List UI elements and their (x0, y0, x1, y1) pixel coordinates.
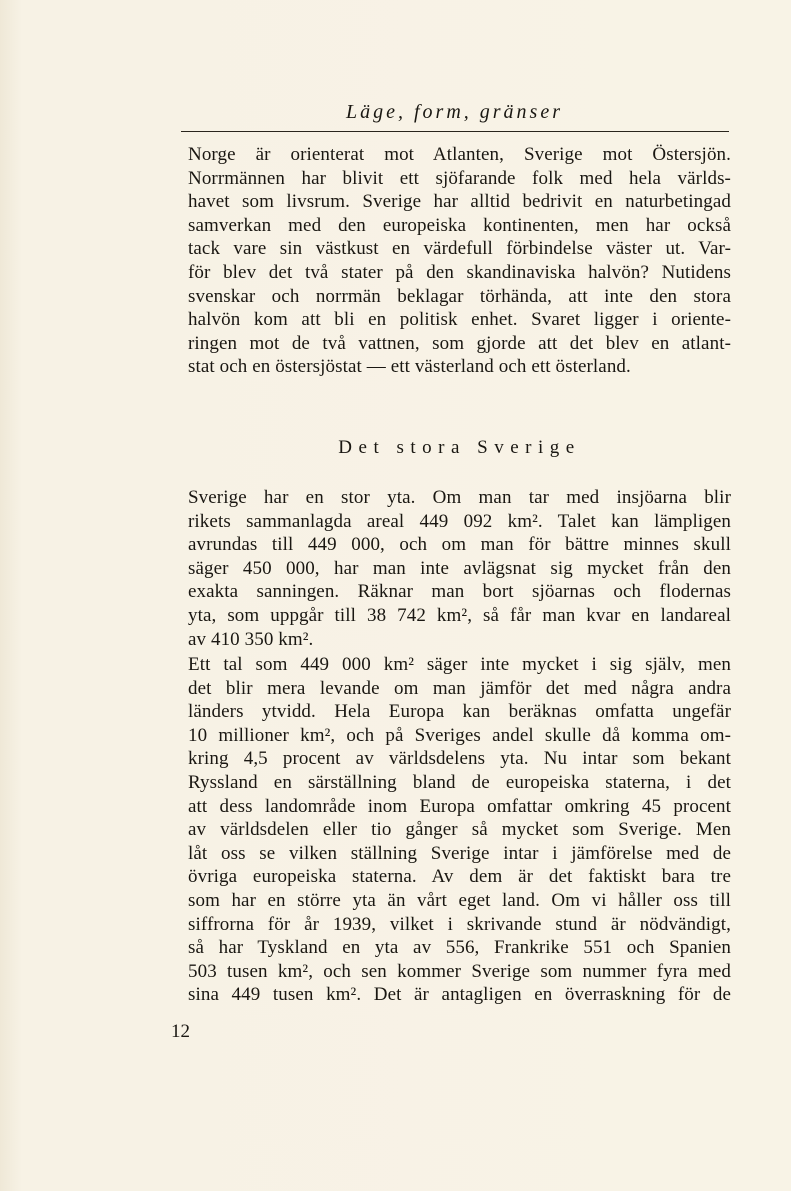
text-line: rikets sammanlagda areal 449 092 km². Talet kan lämpligen (188, 510, 731, 532)
section-heading: Det stora Sverige (338, 437, 581, 458)
text-line: övriga europeiska staterna. Av dem är det faktiskt bara tre (188, 866, 731, 888)
text-line: kring 4,5 procent av världsdelens yta. Nu intar som bekant (188, 748, 731, 770)
text-line: Sverige har en stor yta. Om man tar med insjöarna blir (188, 487, 731, 508)
text-line: 503 tusen km², och sen kommer Sverige som nummer fyra med (188, 960, 731, 982)
text-line: ringen mot de två vattnen, som gjorde att det blev en atlant- (188, 332, 731, 354)
text-line: 10 millioner km², och på Sveriges andel skulle då komma om- (188, 724, 731, 746)
text-line: Norge är orienterat mot Atlanten, Sverige mot Östersjön. (188, 144, 731, 165)
paragraph-area (188, 486, 731, 651)
text-line: stat och en östersjöstat — ett västerland och ett österland. (188, 356, 631, 378)
text-line: av 410 350 km². (188, 628, 314, 650)
text-line: av världsdelen eller tio gånger så mycket som Sverige. Men (188, 819, 731, 841)
text-line: havet som livsrum. Sverige har alltid bedrivit en naturbetingad (188, 191, 731, 213)
running-head: Läge, form, gränser (345, 101, 563, 123)
text-line: svenskar och norrmän beklagar törhända, att inte den stora (188, 285, 731, 307)
header-rule (181, 131, 729, 132)
text-line: samverkan med den europeiska kontinenten, men har också (188, 214, 731, 236)
text-line: tack vare sin västkust en värdefull förbindelse väster ut. Var- (188, 238, 731, 260)
text-line: Norrmännen har blivit ett sjöfarande folk med hela världs- (188, 167, 731, 189)
text-line: Ryssland en särställning bland de europeiska staterna, i det (188, 771, 731, 793)
text-line: avrundas till 449 000, och om man för bättre minnes skull (188, 534, 731, 556)
text-line: att dess landområde inom Europa omfattar omkring 45 procent (188, 795, 731, 817)
page-number: 12 (171, 1021, 190, 1042)
text-line: låt oss se vilken ställning Sverige intar i jämförelse med de (188, 842, 731, 864)
text-line: Ett tal som 449 000 km² säger inte mycket i sig själv, men (188, 654, 731, 675)
text-line: halvön kom att bli en politisk enhet. Svaret ligger i oriente- (188, 309, 731, 331)
paragraph-comparison (188, 653, 731, 1007)
text-line: för blev det två stater på den skandinaviska halvön? Nutidens (188, 261, 731, 283)
text-line: länders ytvidd. Hela Europa kan beräknas omfatta ungefär (188, 701, 731, 723)
text-line: som har en större yta än vårt eget land. Om vi håller oss till (188, 889, 731, 911)
text-line: så har Tyskland en yta av 556, Frankrike 551 och Spanien (188, 937, 731, 959)
text-line: säger 450 000, har man inte avlägsnat sig mycket från den (188, 557, 731, 579)
text-line: yta, som uppgår till 38 742 km², så får man kvar en landareal (188, 604, 731, 626)
text-line: det blir mera levande om man jämför det med några andra (188, 677, 731, 699)
text-line: sina 449 tusen km². Det är antagligen en överraskning för de (188, 984, 731, 1006)
text-line: exakta sanningen. Räknar man bort sjöarnas och flodernas (188, 581, 731, 603)
text-line: siffrorna för år 1939, vilket i skrivande stund är nödvändigt, (188, 913, 731, 935)
paragraph-intro (188, 143, 731, 379)
